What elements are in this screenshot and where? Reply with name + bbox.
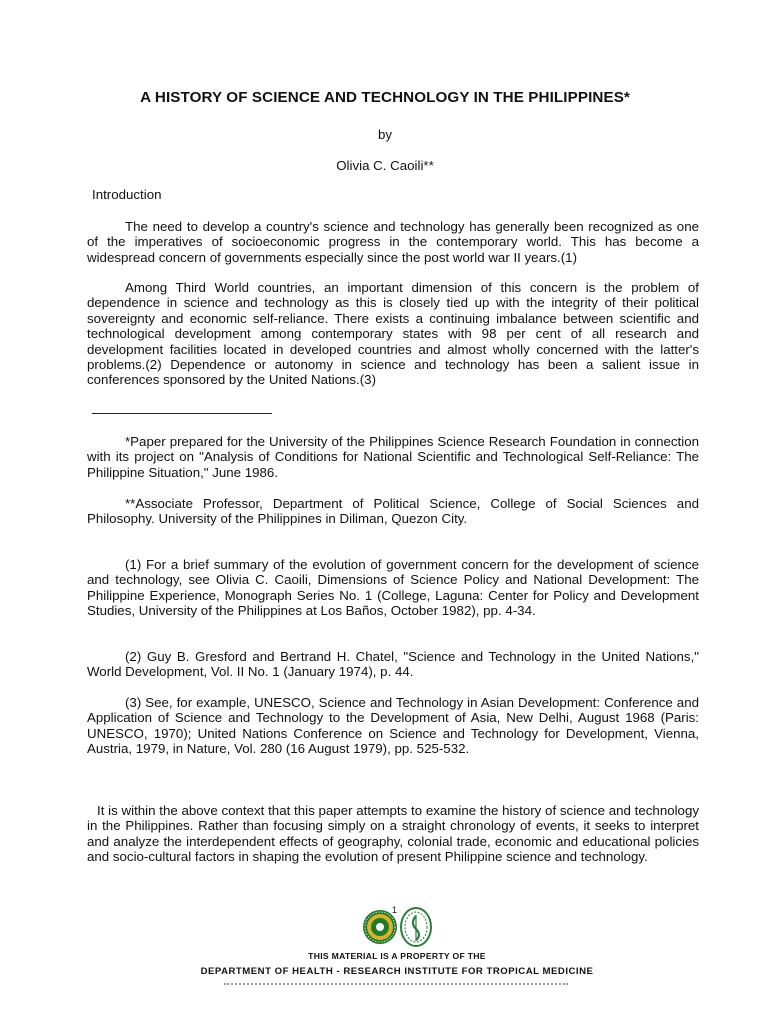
- body-paragraph: The need to develop a country's science and technology has generally been recognized as one of the imperatives of socioeconomic progress in the contemporary world. This has become a widespread concern of governments especially since the post world war II years.(1): [87, 219, 699, 265]
- footnote: (3) See, for example, UNESCO, Science and Technology in Asian Development: Conference and Application of Science and Technology to the Development of Asia, New Delhi, August 1968 (Paris: UNESCO, 1970); United Nations Conference on Science and Technology for Development, Vienna, Austria, 1979, in Nature, Vol. 280 (16 August 1979), pp. 525-532.: [87, 695, 699, 757]
- byline-by: by: [377, 127, 393, 142]
- footnote: **Associate Professor, Department of Political Science, College of Social Sciences and Philosophy. University of the Philippines in Diliman, Quezon City.: [87, 496, 699, 527]
- footer-property-line: THIS MATERIAL IS A PROPERTY OF THE: [308, 951, 486, 961]
- footer-fine-print: [224, 983, 568, 985]
- body-paragraph: Among Third World countries, an important dimension of this concern is the problem of dependence in science and technology as this is closely tied up with the integrity of their political sovereignty and economic self-reliance. There exists a continuing imbalance between scientific and technological development among contemporary states with 98 per cent of all research and development facilities located in developed countries and almost wholly concerned with the latter's problems.(2) Dependence or autonomy in science and technology has been a salient issue in conferences sponsored by the United Nations.(3): [87, 280, 699, 388]
- closing-paragraph: It is within the above context that this paper attempts to examine the history of science and technology in the Philippines. Rather than focusing simply on a straight chronology of events, it seeks to interpret and analyze the interdependent effects of geography, colonial trade, economic and educational policies and socio-cultural factors in shaping the evolution of present Philippine science and technology.: [87, 803, 699, 865]
- footnote: *Paper prepared for the University of the Philippines Science Research Foundation in connection with its project on "Analysis of Conditions for National Scientific and Technological Self-Reliance: The Philippine Situation," June 1986.: [87, 434, 699, 480]
- footnote-separator: [92, 413, 272, 414]
- footer-institution-line: DEPARTMENT OF HEALTH - RESEARCH INSTITUTE FOR TROPICAL MEDICINE: [200, 966, 594, 977]
- author-name: Olivia C. Caoili**: [336, 158, 434, 173]
- page-number: 1: [392, 905, 398, 915]
- ritm-seal-icon: [400, 907, 432, 947]
- footnote: (2) Guy B. Gresford and Bertrand H. Chatel, "Science and Technology in the United Nations," World Development, Vol. II No. 1 (January 1974), p. 44.: [87, 649, 699, 680]
- section-heading: Introduction: [92, 187, 162, 202]
- footnote: (1) For a brief summary of the evolution of government concern for the development of science and technology, see Olivia C. Caoili, Dimensions of Science Policy and National Development: The Philippine Experience, Monograph Series No. 1 (College, Laguna: Center for Policy and Development Studies, University of the Philippines at Los Baños, October 1982), pp. 4-34.: [87, 557, 699, 619]
- document-title: A HISTORY OF SCIENCE AND TECHNOLOGY IN THE PHILIPPINES*: [140, 89, 630, 106]
